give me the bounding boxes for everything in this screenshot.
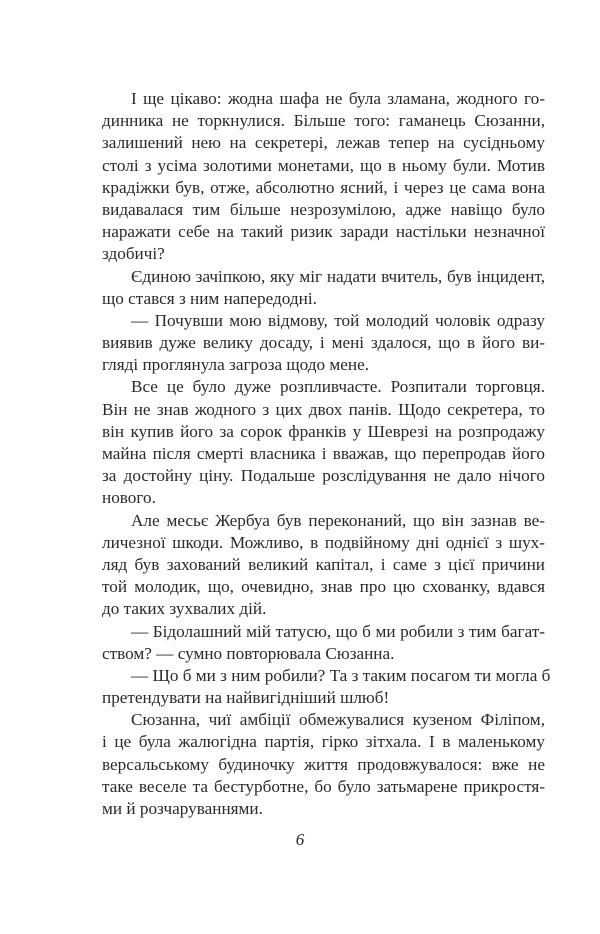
text-line: — Що б ми з ним робили? Та з таким посагом ти могла б <box>131 665 551 685</box>
paragraph <box>102 376 545 509</box>
text-line: видавалася тим більше незрозумілою, адже навіщо було <box>102 199 545 219</box>
text-line: ляд був захований великий капітал, і саме з цієї причини <box>102 554 545 574</box>
paragraph <box>102 88 545 266</box>
text-line: личезної шкоди. Можливо, в подвійному дні однієї з шух- <box>102 532 545 552</box>
text-line: Він не знав жодного з цих двох панів. Щодо секретера, то <box>102 399 545 419</box>
text-line: він купив його за сорок франків у Шеврезі на розпродажу <box>102 421 545 441</box>
text-line: наражати себе на такий ризик заради настільки незначної <box>102 222 545 242</box>
text-line: Все це було дуже розпливчасте. Розпитали торговця. <box>131 377 545 397</box>
text-line: виявив дуже велику досаду, і мені здалося, що в його ви- <box>102 333 545 353</box>
text-line: ми й розчаруваннями. <box>102 799 263 818</box>
text-line: до таких зухвалих дій. <box>102 599 267 619</box>
text-line: нового. <box>102 488 156 508</box>
text-line: динника не торкнулися. Більше того: гаманець Сюзанни, <box>102 111 545 131</box>
text-line: Сюзанна, чиї амбіції обмежувалися кузеном Філіпом, <box>131 710 545 730</box>
text-line: залишений нею на секретері, лежав тепер на сусідньому <box>102 133 545 153</box>
text-line: здобичі? <box>102 244 165 264</box>
paragraph <box>102 621 545 665</box>
text-line: за достойну ціну. Подальше розслідування не дало нічого <box>102 466 545 486</box>
page-number: 6 <box>295 830 305 849</box>
text-line: майна після смерті власника і вважав, що перепродав його <box>102 444 545 463</box>
text-line: і це була жалюгідна партія, гірко зітхала. І в маленькому <box>102 732 545 752</box>
text-line: версальському будиночку життя продовжувалося: вже не <box>102 754 545 774</box>
paragraph <box>102 310 545 377</box>
text-line: претендувати на найвигідніший шлюб! <box>102 688 390 708</box>
paragraph <box>102 709 545 820</box>
text-line: Єдиною зачіпкою, яку міг надати вчитель, був інцидент, <box>131 266 545 286</box>
text-line: ством? — сумно повторювала Сюзанна. <box>102 643 395 663</box>
paragraph <box>102 665 551 709</box>
paragraph <box>102 266 545 310</box>
page-body-text <box>102 88 551 820</box>
text-line: той молодик, що, очевидно, знав про цю схованку, вдався <box>102 577 545 597</box>
text-line: І ще цікаво: жодна шафа не була зламана, жодного го- <box>131 89 545 108</box>
paragraph <box>102 510 545 621</box>
text-line: гляді проглянула загроза щодо мене. <box>102 355 370 375</box>
text-line: столі з усіма золотими монетами, що в ньому були. Мотив <box>102 155 545 175</box>
text-line: що стався з ним напередодні. <box>102 288 317 308</box>
text-line: крадіжки був, отже, абсолютно ясний, і через це сама вона <box>102 177 545 197</box>
text-line: Але месьє Жербуа був переконаний, що він зазнав ве- <box>131 510 545 530</box>
text-line: — Почувши мою відмову, той молодий чоловік одразу <box>131 310 545 330</box>
text-line: — Бідолашний мій татусю, що б ми робили з тим багат- <box>131 621 545 641</box>
text-line: таке веселе та бестурботне, бо було затьмарене прикростя- <box>102 776 545 796</box>
